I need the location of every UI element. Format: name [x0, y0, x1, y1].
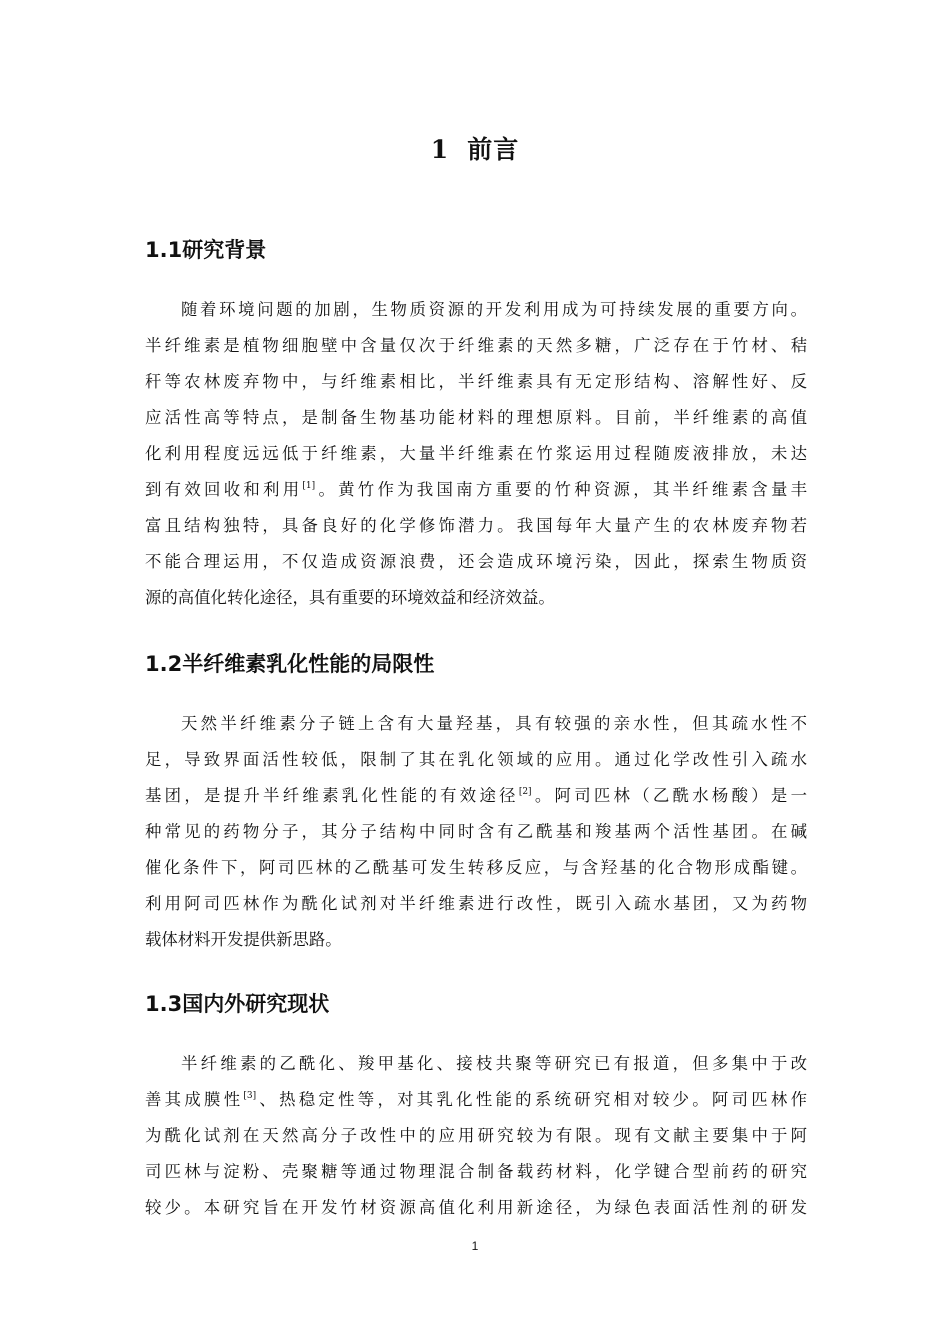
page-number: 1	[471, 1239, 479, 1253]
text-run: 天然半纤维素分子链上含有大量羟基，具有较强的亲水性，但其疏水性不	[181, 714, 807, 733]
chapter-title	[0, 132, 950, 168]
text-run: 半纤维素的乙酰化、羧甲基化、接枝共聚等研究已有报道，但多集中于改	[181, 1054, 807, 1073]
text-line	[145, 1190, 807, 1226]
text-line	[145, 1118, 807, 1154]
text-run: 足，导致界面活性较低，限制了其在乳化领域的应用。通过化学改性引入疏水	[145, 750, 807, 769]
text-line	[145, 1082, 807, 1118]
text-line	[145, 472, 807, 508]
text-run: 利用阿司匹林作为酰化试剂对半纤维素进行改性，既引入疏水基团，又为药物	[145, 894, 807, 913]
text-run: 催化条件下，阿司匹林的乙酰基可发生转移反应，与含羟基的化合物形成酯键。	[145, 858, 807, 877]
citation-ref: [2]	[518, 787, 532, 797]
citation-ref: [1]	[302, 481, 316, 491]
text-run: 种常见的药物分子，其分子结构中同时含有乙酰基和羧基两个活性基团。在碱	[145, 822, 807, 841]
text-run: 不能合理运用，不仅造成资源浪费，还会造成环境污染，因此，探索生物质资	[145, 552, 807, 571]
text-line	[145, 922, 807, 958]
text-line	[181, 1046, 807, 1082]
citation-ref: [3]	[243, 1091, 257, 1101]
text-run: 较少。本研究旨在开发竹材资源高值化利用新途径，为绿色表面活性剂的研发	[145, 1198, 807, 1217]
text-run: 为酰化试剂在天然高分子改性中的应用研究较为有限。现有文献主要集中于阿	[145, 1126, 807, 1145]
text-run: 到有效回收和利用	[145, 480, 303, 499]
text-run: 化利用程度远远低于纤维素，大量半纤维素在竹浆运用过程随废液排放，未达	[145, 444, 807, 463]
text-run: 秆等农林废弃物中，与纤维素相比，半纤维素具有无定形结构、溶解性好、反	[145, 372, 807, 391]
text-line	[181, 292, 807, 328]
text-line	[145, 778, 807, 814]
chapter-title-text: 前言	[467, 135, 520, 164]
section-heading-1-3: 1.3国内外研究现状	[145, 992, 330, 1016]
text-run: 、热稳定性等，对其乳化性能的系统研究相对较少。阿司匹林作	[256, 1090, 808, 1109]
text-line	[145, 886, 807, 922]
text-line	[145, 436, 807, 472]
text-run: 半纤维素是植物细胞壁中含量仅次于纤维素的天然多糖，广泛存在于竹材、秸	[145, 336, 807, 355]
text-line	[145, 742, 807, 778]
text-line	[145, 400, 807, 436]
text-line	[181, 706, 807, 742]
text-line	[145, 328, 807, 364]
text-run: 司匹林与淀粉、壳聚糖等通过物理混合制备载药材料，化学键合型前药的研究	[145, 1162, 807, 1181]
text-run: 。阿司匹林（乙酰水杨酸）是一	[531, 786, 808, 805]
text-line	[145, 544, 807, 580]
text-line	[145, 850, 807, 886]
text-run: 富且结构独特，具备良好的化学修饰潜力。我国每年大量产生的农林废弃物若	[145, 516, 807, 535]
text-run: 善其成膜性	[145, 1090, 244, 1109]
text-run: 源的高值化转化途径，具有重要的环境效益和经济效益。	[145, 588, 555, 607]
text-run: 基团，是提升半纤维素乳化性能的有效途径	[145, 786, 519, 805]
text-line	[145, 508, 807, 544]
text-line	[145, 580, 807, 616]
section-heading-1-2: 1.2半纤维素乳化性能的局限性	[145, 652, 435, 676]
text-run: 。黄竹作为我国南方重要的竹种资源，其半纤维素含量丰	[315, 480, 808, 499]
text-run: 载体材料开发提供新思路。	[145, 930, 342, 949]
text-line	[145, 814, 807, 850]
section-heading-1-1: 1.1研究背景	[145, 238, 267, 262]
text-line	[145, 364, 807, 400]
text-line	[145, 1154, 807, 1190]
text-run: 随着环境问题的加剧，生物质资源的开发利用成为可持续发展的重要方向。	[181, 300, 807, 319]
text-run: 应活性高等特点，是制备生物基功能材料的理想原料。目前，半纤维素的高值	[145, 408, 807, 427]
chapter-number: 1	[430, 135, 450, 164]
